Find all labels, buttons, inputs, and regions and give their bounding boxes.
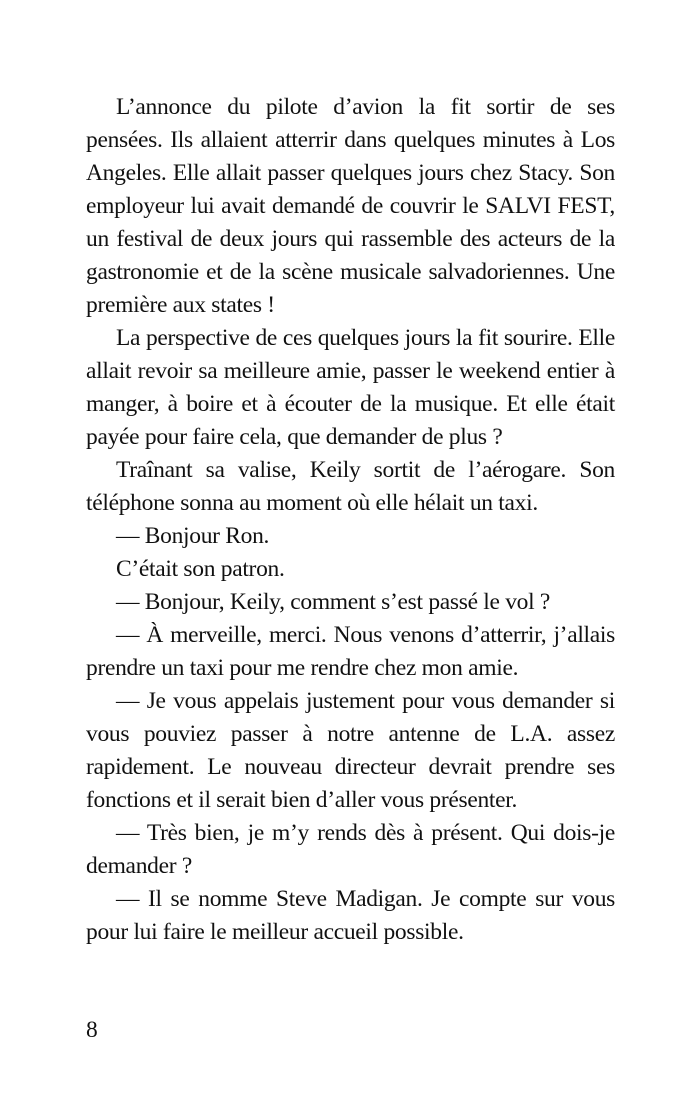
- paragraph: — À merveille, merci. Nous venons d’atterrir, j’allais prendre un taxi pour me rendre chez mon amie.: [86, 622, 615, 681]
- paragraph: — Bonjour, Keily, comment s’est passé le vol ?: [116, 589, 551, 615]
- paragraph: — Il se nomme Steve Madigan. Je compte sur vous pour lui faire le meilleur accueil possible.: [86, 886, 615, 945]
- paragraph: — Je vous appelais justement pour vous demander si vous pouviez passer à notre antenne de L.A. assez rapidement. Le nouveau directeur devrait prendre ses fonctions et il serait bien d’aller vous présenter.: [86, 688, 615, 813]
- paragraph: C’était son patron.: [116, 556, 285, 582]
- page-number: 8: [86, 1017, 98, 1043]
- paragraph: Traînant sa valise, Keily sortit de l’aérogare. Son téléphone sonna au moment où elle hélait un taxi.: [86, 457, 615, 516]
- paragraph: L’annonce du pilote d’avion la fit sortir de ses pensées. Ils allaient atterrir dans quelques minutes à Los Angeles. Elle allait passer quelques jours chez Stacy. Son employeur lui avait demandé de couvrir le SALVI FEST, un festival de deux jours qui rassemble des acteurs de la gastronomie et de la scène musicale salvadoriennes. Une première aux states !: [86, 94, 615, 318]
- paragraph: — Très bien, je m’y rends dès à présent. Qui dois-je demander ?: [86, 820, 615, 879]
- page-body: [86, 91, 615, 949]
- paragraph: — Bonjour Ron.: [116, 523, 270, 549]
- paragraph: La perspective de ces quelques jours la fit sourire. Elle allait revoir sa meilleure amie, passer le weekend entier à manger, à boire et à écouter de la musique. Et elle était payée pour faire cela, que demander de plus ?: [86, 325, 615, 450]
